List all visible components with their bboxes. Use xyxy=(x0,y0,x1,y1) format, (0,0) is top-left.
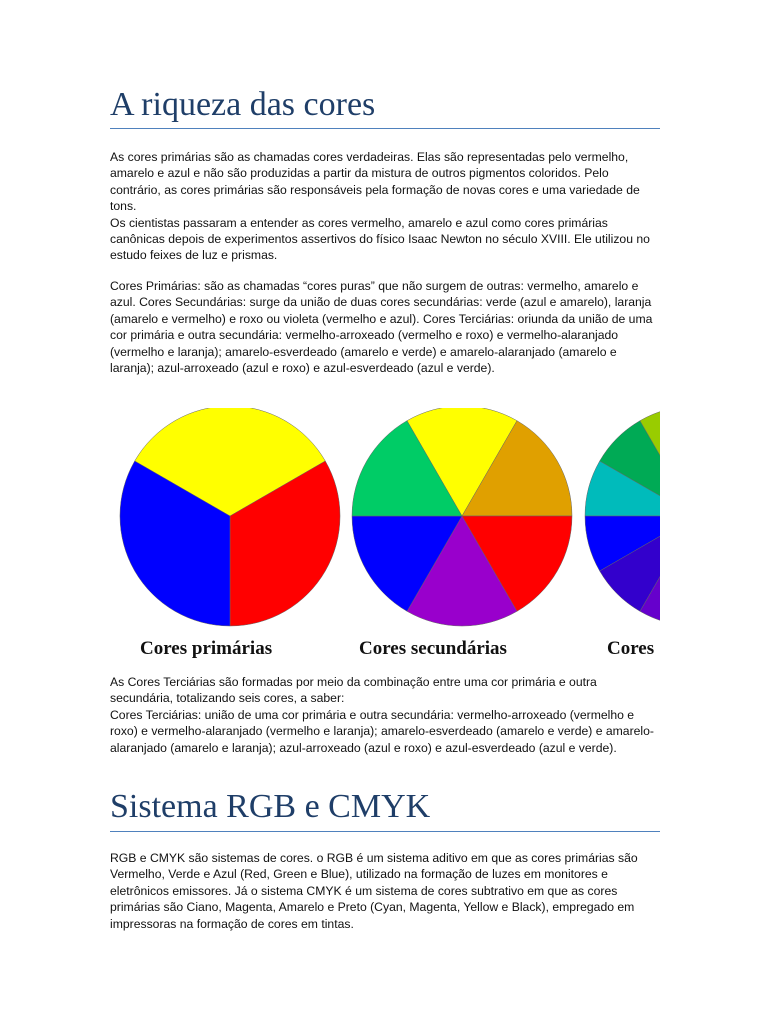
tertiary-color-wheel xyxy=(585,408,660,626)
title-underline xyxy=(110,128,660,129)
rgb-cmyk-block xyxy=(110,850,660,932)
color-wheels-image xyxy=(110,408,660,666)
section-title-colors: A riqueza das cores xyxy=(110,86,376,123)
secondary-color-wheel xyxy=(352,408,572,626)
paragraph-tertiary-list: Cores Terciárias: união de uma cor primária e outra secundária: vermelho-arroxeado (vermelho e roxo) e vermelho-alaranjado (vermelho e laranja); amarelo-esverdeado (amarelo e verde) e amarelo-alaranjado (amarelo e laranja); azul-arroxeado (azul e roxo) e azul-esverdeado (azul e verde). xyxy=(110,707,654,755)
paragraph-tertiary-intro: As Cores Terciárias são formadas por meio da combinação entre uma cor primária e outra secundária, totalizando seis cores, a saber: xyxy=(110,675,597,706)
title-underline xyxy=(110,831,660,832)
paragraph-color-definitions: Cores Primárias: são as chamadas “cores puras” que não surgem de outras: vermelho, amarelo e azul. Cores Secundárias: surge da união de duas cores secundárias: verde (azul e amarelo), laranja (amarelo e vermelho) e roxo ou violeta (vermelho e azul). Cores Terciárias: oriunda da união de uma cor primária e outra secundária: vermelho-arroxeado (vermelho e roxo) e vermelho-alaranjado (vermelho e laranja); amarelo-esverdeado (amarelo e verde) e amarelo-alaranjado (amarelo e laranja); azul-arroxeado (azul e roxo) e azul-esverdeado (azul e verde). xyxy=(110,279,653,376)
paragraph-newton: Os cientistas passaram a entender as cores vermelho, amarelo e azul como cores primárias canônicas depois de experimentos assertivos do físico Isaac Newton no século XVIII. Ele utilizou no estudo feixes de luz e prismas. xyxy=(110,215,650,263)
caption-tertiary: Cores xyxy=(607,638,655,659)
tertiary-block xyxy=(110,674,660,756)
definitions-block xyxy=(110,278,660,376)
paragraph-primary-colors: As cores primárias são as chamadas cores verdadeiras. Elas são representadas pelo vermelho, amarelo e azul e não são produzidas a partir da mistura de outros pigmentos coloridos. Pelo contrário, as cores primárias são responsáveis pela formação de novas cores e uma variedade de tons. xyxy=(110,150,640,214)
section-title-rgb-cmyk: Sistema RGB e CMYK xyxy=(110,788,431,825)
paragraph-rgb-cmyk: RGB e CMYK são sistemas de cores. o RGB é um sistema aditivo em que as cores primárias são Vermelho, Verde e Azul (Red, Green e Blue), utilizado na formação de luzes em monitores e eletrônicos emissores. Já o sistema CMYK é um sistema de cores subtrativo em que as cores primárias são Ciano, Magenta, Amarelo e Preto (Cyan, Magenta, Yellow e Black), empregado em impressoras na formação de cores em tintas. xyxy=(110,851,638,931)
caption-primary: Cores primárias xyxy=(140,638,273,659)
color-wheels-figure xyxy=(110,408,660,666)
primary-color-wheel xyxy=(120,408,340,626)
caption-secondary: Cores secundárias xyxy=(359,638,507,659)
intro-block xyxy=(110,149,660,264)
